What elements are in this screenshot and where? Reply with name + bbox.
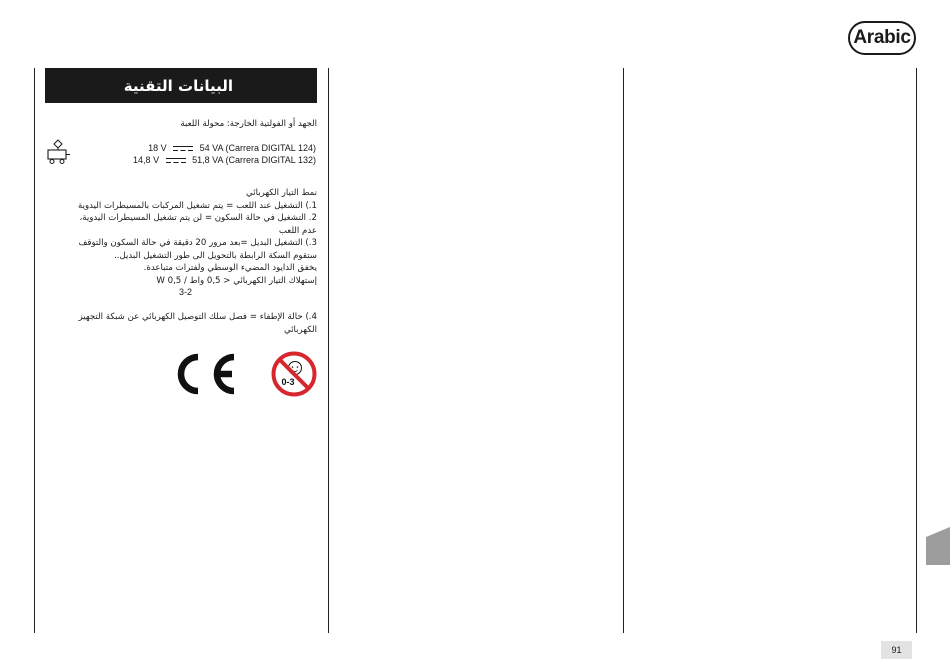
voltage-label: الجهد أو الفولتية الخارجة: محولة اللعبة bbox=[180, 119, 317, 129]
chapter-tab-marker bbox=[926, 527, 950, 565]
current-line-1: 1.) التشغيل عند اللعب = يتم تشغيل المركبات بالمسيطرات اليدوية bbox=[77, 200, 317, 211]
age-warning-icon bbox=[271, 351, 317, 397]
column-rule-left bbox=[34, 68, 35, 633]
current-line-7: إستهلاك التيار الكهربائي < 0,5 واط / 0,5 W bbox=[156, 275, 317, 286]
current-line-3: عدم اللعب bbox=[278, 225, 317, 236]
spec-voltage-1: 18 V bbox=[148, 143, 167, 153]
column-rule-center-left bbox=[328, 68, 329, 633]
spec-power-1: 54 VA (Carrera DIGITAL 124) bbox=[199, 143, 316, 153]
ce-mark-icon bbox=[171, 352, 237, 396]
section-title bbox=[45, 68, 317, 103]
current-line-8: 3-2 bbox=[178, 287, 192, 297]
language-badge: Arabic bbox=[848, 21, 916, 55]
age-warning-label: 0-3 bbox=[281, 377, 295, 387]
page-number: 91 bbox=[881, 641, 912, 659]
spec-line-1 bbox=[148, 143, 316, 154]
transformer-icon bbox=[45, 139, 71, 165]
spec-power-2: 51,8 VA (Carrera DIGITAL 132) bbox=[192, 155, 316, 165]
spec-line-2 bbox=[133, 155, 316, 166]
current-line-4: 3.) التشغيل البديل =بعد مرور 20 دقيقة في حالة السكون والتوقف bbox=[78, 238, 317, 248]
current-line-5: ستقوم السكة الرابطة بالتحويل الى طور التشغيل البديل.. bbox=[114, 250, 317, 261]
current-line-2: 2. التشغيل في حالة السكون = لن يتم تشغيل المسيطرات اليدوية، bbox=[79, 213, 317, 223]
off-line-2: الكهربائي bbox=[283, 324, 317, 335]
off-line-1: 4.) حالة الإطفاء = فصل سلك التوصيل الكهربائي عن شبكة التجهيز bbox=[78, 312, 317, 322]
column-rule-right bbox=[916, 68, 917, 633]
current-heading: نمط التيار الكهربائي bbox=[246, 188, 317, 198]
dc-symbol-icon bbox=[166, 157, 186, 164]
column-rule-center-right bbox=[623, 68, 624, 633]
current-line-6: يخفق الدايود المضيء الوسطي ولفترات متباعدة. bbox=[143, 263, 317, 273]
section-title-text: البيانات التقنية bbox=[123, 76, 233, 95]
spec-voltage-2: 14,8 V bbox=[133, 155, 160, 165]
dc-symbol-icon bbox=[173, 145, 193, 152]
